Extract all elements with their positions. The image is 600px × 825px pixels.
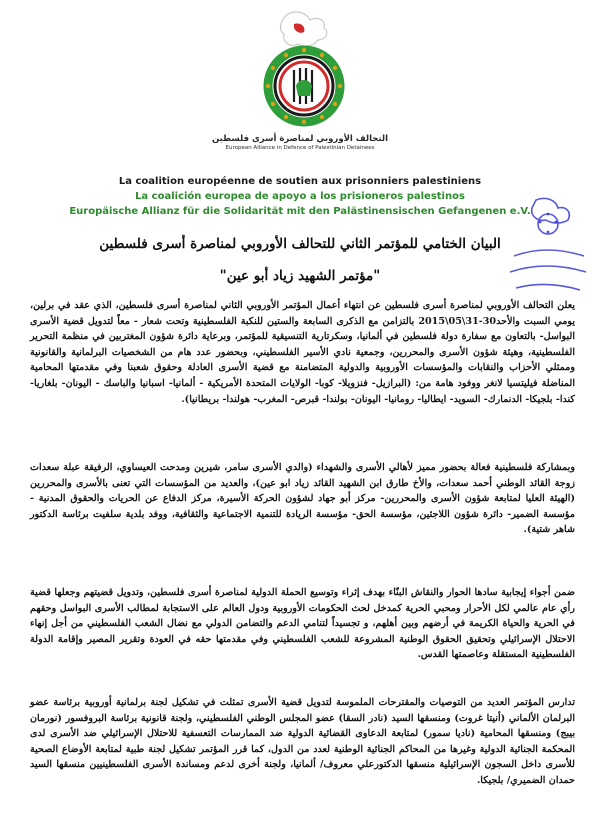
statement-title: البيان الختامي للمؤتمر الثاني للتحالف الأوروبي لمناصرة أسرى فلسطين (99, 236, 501, 252)
org-name-arabic: التحالف الأوروبي لمناصرة أسرى فلسطين (211, 134, 389, 144)
paragraph-1: يعلن التحالف الأوروبي لمناصرة أسرى فلسطين عن انتهاء أعمال المؤتمر الأوروبي الثاني لمناصرة أسرى فلسطين، الذي عقد في برلين، يومي السبت والأحد30-31\05\2015 بالتزامن مع الذكرى السابعة والستين للنكبة الفلسطينية وتحت شعار - معاً لتدويل قضية الأسرى البواسل- بالتعاون مع سفارة دولة فلسطين في ألمانيا، وسكرتارية التنسيقية للمؤتمر، وبرعاية دائرة شؤون المغتربين في منظمة التحرير الفلسطينية، وهيئة شؤون الأسرى والمحررين، وجمعية نادي الأسير الفلسطيني، وبحضور عدد هام من الشخصيات البرلمانية والقانونية وممثلي الأحزاب والنقابات والمؤسسات الأوروبية والدولية المتضامنة مع قضية الأسرى العادلة وحقوق شعبنا وفي مقدمتها المحامية المناضلة فيليتسيا لانغر ووفود هامة من: (البرازيل- فنزويلا- كوبا- الولايات المتحدة الأمريكية - ألمانيا- اسبانيا والباسك - اليونان- بلغاريا- كندا- بلجيكا- الدنمارك- السويد- ايطاليا- رومانيا- اليونان- بولندا- قبرص- المغرب- هولندا- بريطانيا). (30, 300, 575, 405)
org-name-french: La coalition européenne de soutien aux prisonniers palestiniens (118, 176, 482, 187)
org-name-german: Europäische Allianz für die Solidarität mit den Palästinensischen Gefangenen e.V. (69, 206, 531, 217)
coalition-logo (248, 6, 360, 136)
paragraph-4: تدارس المؤتمر العديد من التوصيات والمقترحات الملموسة لتدويل قضية الأسرى تمثلت في تشكيل لجنة برلمانية أوروبية برئاسة عضو البرلمان الألماني (أنيتا غروت) ومنسقها السيد (نادر السقا) عضو المجلس الوطني الفلسطيني، ولجنة قانونية برئاسة البروفسور (نورمان بيبج) ومنسقها المحامية (ناديا سمور) لمتابعة الدعاوى القضائية الدولية ضد الممارسات التعسفية للاحتلال الإسرائيلي ضد الأسرى لدى المحكمة الجنائية الدولية وغيرها من المحاكم الجنائية الوطنية لعدد من الدول، كما قرر المؤتمر تشكيل لجنة طبية لمتابعة الأوضاع الصحية للأسرى داخل السجون الإسرائيلية منسقها الدكتورعلي معروف/ ألمانيا، ولجنة أخرى لدعم ومساندة الأسرى الفلسطينيين منسقها السيد حمدان الضميري/ بلجيكا. (30, 697, 575, 786)
paragraph-2: وبمشاركة فلسطينية فعالة بحضور مميز لأهالي الأسرى والشهداء (والدي الأسرى سامر، شيرين ومدحت العيساوي، الرفيقة عبلة سعدات زوجة القائد الوطني أحمد سعدات، والأخ طارق ابن الشهيد القائد زياد ابو عين)، والعديد من المؤسسات التي تعنى بالأسرى والمحررين (الهيئة العليا لمتابعة شؤون الأسرى والمحررين- مركز أبو جهاد لشؤون الحركة الأسيرة، مركز الدفاع عن الحريات والحقوق المدنية - مؤسسة الضمير- دائرة شؤون اللاجئين، مؤسسة الحق- مؤسسة الريادة للتنمية الاجتماعية والثقافية، ووفد بلدية سلفيت برئاسة الدكتور شاهر شتية). (30, 462, 575, 536)
org-name-spanish: La coalición europea de apoyo a los prisioneros palestinos (135, 191, 465, 202)
paragraph-3: ضمن أجواء إيجابية سادها الحوار والنقاش البنّاء بهدف إثراء وتوسيع الحملة الدولية لمناصرة أسرى فلسطين، وتدويل قضيتهم وجعلها قضية رأي عام عالمي لكل الأحرار ومحبي الحرية كمدخل لحث الحكومات الأوروبية ودول العالم على الاستجابة لمطالب الأسرى البواسل وحقهم في الحرية والحياة الكريمة في أرضهم وبين أهلهم، و تجسيداً لتنامي الدعم والتضامن الدولي مع نضال الشعب الفلسطيني من أجل إنهاء الاحتلال الإسرائيلي وتحقيق الحقوق الوطنية المشروعة للشعب الفلسطيني وفي مقدمتها حقه في العودة وتقرير المصير وإقامة الدولة الفلسطينية المستقلة وعاصمتها القدس. (30, 587, 575, 661)
org-name-english: European Alliance in Defence of Palestinian Detainees (225, 145, 375, 151)
conference-name: "مؤتمر الشهيد زياد أبو عين" (219, 268, 381, 284)
